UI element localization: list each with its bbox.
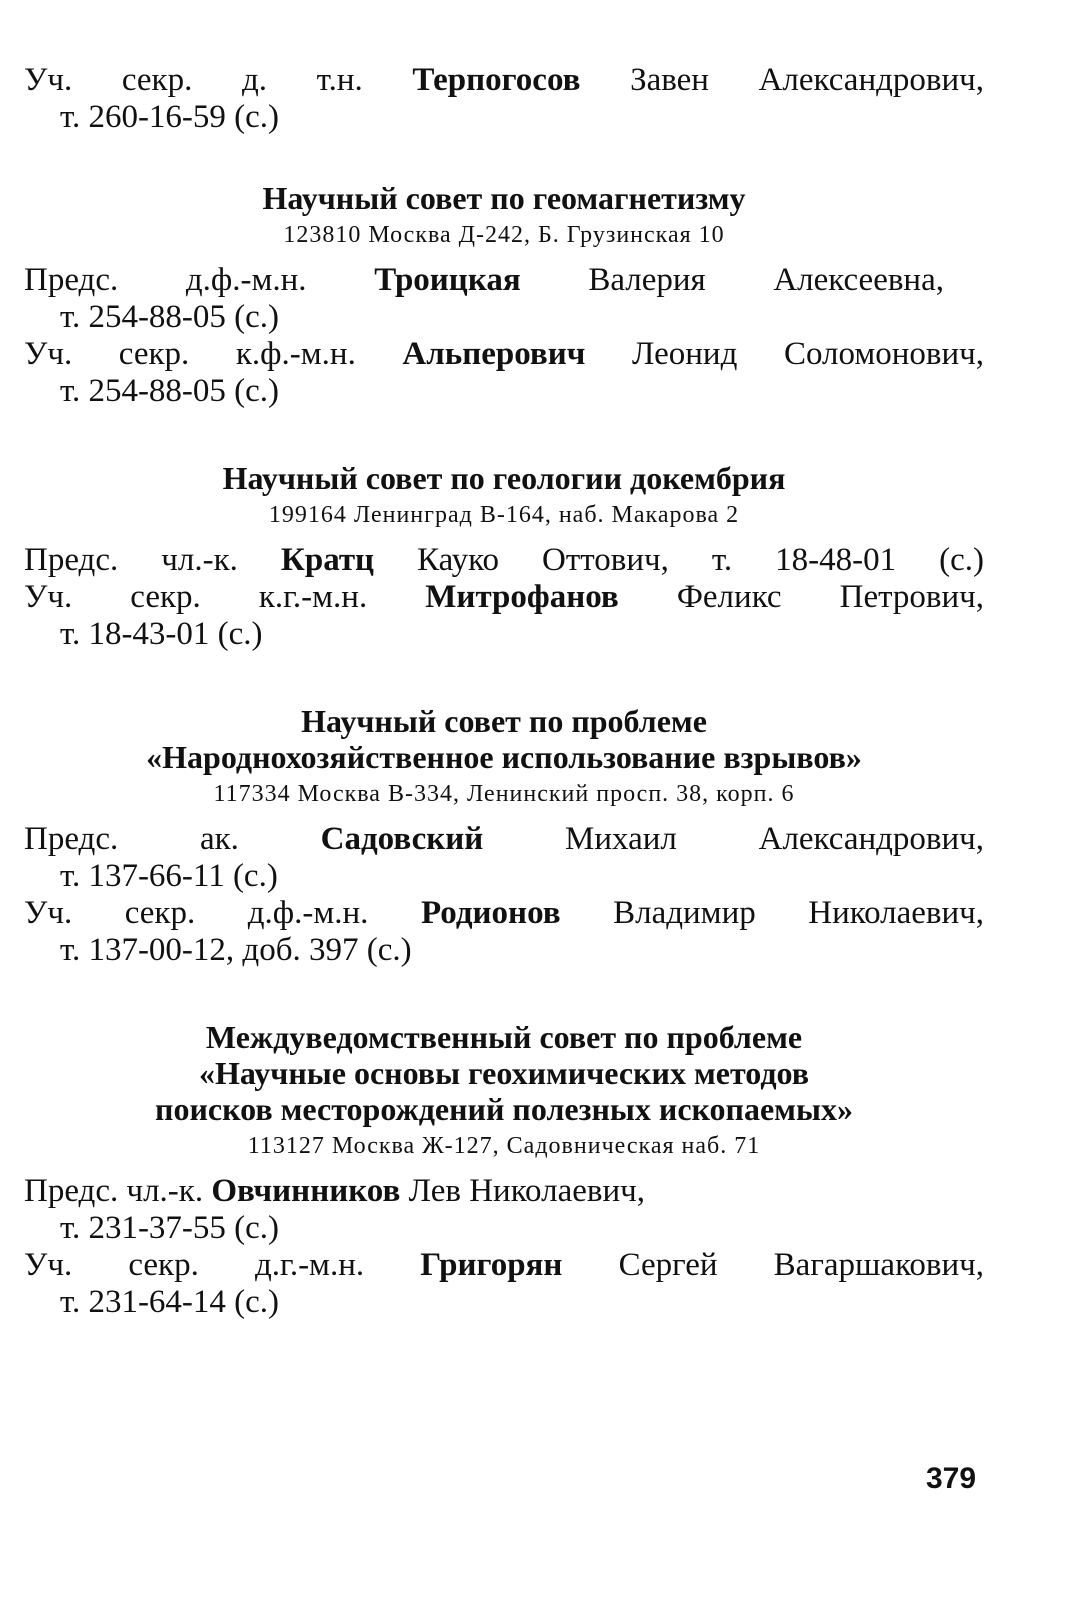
entry-prefix: Предс. чл.-к. — [24, 1173, 204, 1209]
entry-name: Овчинников — [211, 1173, 401, 1209]
council-title-line-2: «Научные основы геохимических методов — [199, 1055, 809, 1091]
entry-phone: т. 254-88-05 (с.) — [60, 373, 280, 409]
council-address: 199164 Ленинград В-164, наб. Макарова 2 — [268, 502, 740, 528]
entry-phone: т. 137-66-11 (с.) — [60, 858, 278, 894]
entry-prefix: Уч. секр. д. т.н. — [24, 62, 363, 98]
entry-rest: Феликс Петрович, — [676, 579, 985, 615]
secretary-entry — [24, 579, 984, 653]
council-geochemical-methods — [24, 1019, 984, 1321]
council-address: 117334 Москва В-334, Ленинский просп. 38, корп. 6 — [213, 781, 795, 807]
secretary-entry — [24, 336, 984, 410]
entry-rest: Сергей Вагаршакович, — [618, 1247, 985, 1283]
council-title: Научный совет по геологии докембрия — [222, 460, 786, 496]
chair-entry — [24, 262, 984, 336]
entry-line — [24, 62, 984, 99]
entry-phone: т. 254-88-05 (с.) — [60, 299, 280, 335]
entry-phone: т. 137-00-12, доб. 397 (с.) — [60, 932, 412, 968]
council-title-line-1: Научный совет по проблеме — [301, 703, 707, 739]
chair-entry — [24, 821, 984, 895]
entry-name: Григорян — [420, 1247, 563, 1283]
entry-prefix: Уч. секр. д.г.-м.н. — [24, 1247, 365, 1283]
entry-name: Альперович — [402, 336, 586, 372]
entry-phone: т. 231-37-55 (с.) — [60, 1210, 280, 1246]
entry-rest: Лев Николаевич, — [408, 1173, 645, 1209]
entry-line — [24, 262, 944, 299]
entry-prefix: Предс. д.ф.-м.н. — [24, 262, 307, 298]
council-address: 113127 Москва Ж-127, Садовническая наб. 71 — [247, 1133, 761, 1159]
chair-entry — [24, 1173, 984, 1247]
entry-rest: Михаил Александрович, — [565, 821, 985, 857]
entry-name: Садовский — [320, 821, 484, 857]
entry-prefix: Предс. ак. — [24, 821, 239, 857]
entry-phone: т. 260-16-59 (с.) — [60, 99, 280, 135]
entry-name: Троицкая — [374, 262, 521, 298]
entry-rest: Леонид Соломонович, — [631, 336, 985, 372]
entry-rest: Валерия Алексеевна, — [588, 262, 944, 298]
secretary-entry — [24, 895, 984, 969]
entry-prefix: Уч. секр. к.ф.-м.н. — [24, 336, 356, 372]
entry-rest: Владимир Николаевич, — [613, 895, 985, 931]
entry-rest: Кауко Оттович, т. 18-48-01 (с.) — [417, 542, 985, 578]
entry-line — [24, 336, 984, 373]
council-precambrian-geology — [24, 460, 984, 653]
entry-name: Терпогосов — [412, 62, 581, 98]
council-address: 123810 Москва Д-242, Б. Грузинская 10 — [283, 222, 725, 248]
entry-line — [24, 542, 984, 579]
directory-page — [24, 62, 984, 1321]
secretary-entry — [24, 62, 984, 136]
secretary-entry — [24, 1247, 984, 1321]
entry-phone: т. 231-64-14 (с.) — [60, 1284, 280, 1320]
entry-line — [24, 895, 984, 932]
council-title-line-1: Междуведомственный совет по проблеме — [205, 1019, 803, 1055]
page-number: 379 — [926, 1462, 977, 1495]
entry-name: Митрофанов — [425, 579, 619, 615]
council-explosions — [24, 703, 984, 969]
entry-phone: т. 18-43-01 (с.) — [60, 616, 263, 652]
entry-line — [24, 821, 984, 858]
council-title-line-3: поисков месторождений полезных ископаемых» — [155, 1091, 853, 1127]
entry-name: Родионов — [420, 895, 561, 931]
council-title-line-2: «Народнохозяйственное использование взрывов» — [146, 739, 862, 775]
entry-name: Кратц — [280, 542, 375, 578]
entry-prefix: Предс. чл.-к. — [24, 542, 238, 578]
entry-prefix: Уч. секр. к.г.-м.н. — [24, 579, 368, 615]
entry-rest: Завен Александрович, — [630, 62, 984, 98]
entry-line — [24, 579, 984, 616]
chair-entry — [24, 542, 984, 579]
council-geomagnetism — [24, 180, 984, 410]
entry-line — [24, 1173, 984, 1210]
entry-line — [24, 1247, 984, 1284]
entry-prefix: Уч. секр. д.ф.-м.н. — [24, 895, 369, 931]
council-title: Научный совет по геомагнетизму — [262, 180, 746, 216]
